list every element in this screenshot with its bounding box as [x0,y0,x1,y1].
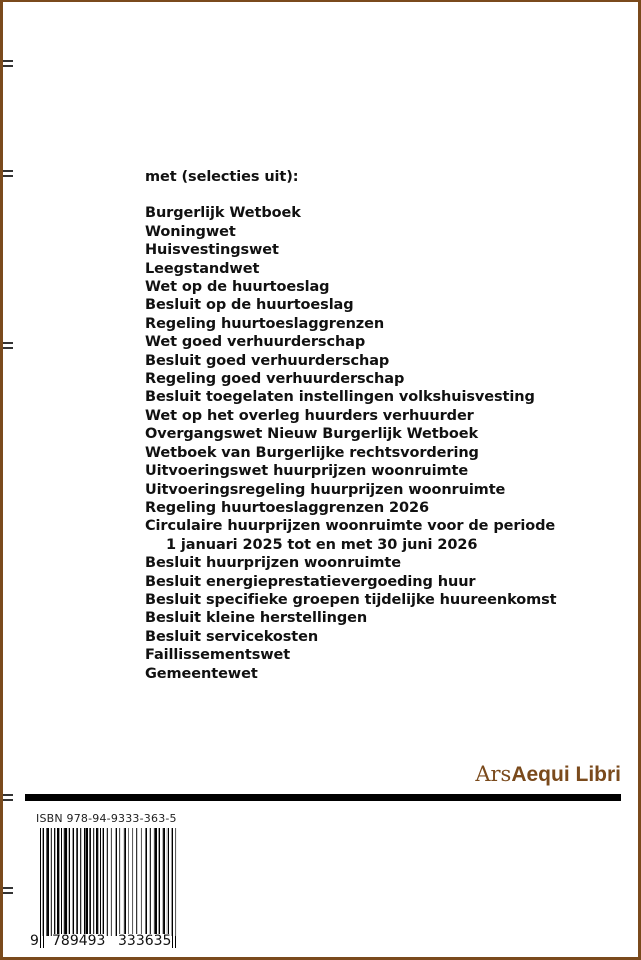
list-item [145,278,556,296]
list-item [145,204,556,222]
publisher-logo [475,762,621,787]
list-item-label: Besluit energieprestatievergoeding huur [145,573,476,590]
list-item-label: Uitvoeringswet huurprijzen woonruimte [145,463,469,480]
list-item [145,370,556,388]
list-item [145,407,556,425]
list-item [145,333,556,351]
list-item [145,554,556,572]
edge-marker [3,887,13,897]
list-item-label: Regeling huurtoeslaggrenzen [145,315,385,332]
list-item-label: Regeling goed verhuurderschap [145,371,405,388]
list-item-label: Circulaire huurprijzen woonruimte voor de periode [145,518,556,535]
contents-block [145,168,556,683]
barcode-digit-first: 9 [30,933,39,949]
list-item [145,517,556,554]
logo-ars: Ars [475,762,512,786]
list-item-label: Uitvoeringsregeling huurprijzen woonruimte [145,481,506,498]
logo-aequi-libri: Aequi Libri [511,763,621,786]
list-item-label: Wet op het overleg huurders verhuurder [145,407,474,424]
list-item-label: Huisvestingswet [145,242,279,259]
barcode-digits-left: 789493 [52,933,106,949]
list-item [145,425,556,443]
list-item [145,646,556,664]
list-item [145,241,556,259]
list-item-label: Besluit toegelaten instellingen volkshuisvesting [145,389,535,406]
list-item-label: Besluit goed verhuurderschap [145,352,390,369]
list-item [145,223,556,241]
barcode-icon [40,828,180,948]
list-item [145,499,556,517]
list-item [145,462,556,480]
list-item-label: Besluit huurprijzen woonruimte [145,555,401,572]
law-list [145,204,556,683]
list-item-label: Besluit servicekosten [145,628,319,645]
list-item-label: Regeling huurtoeslaggrenzen 2026 [145,499,430,516]
list-item [145,609,556,627]
barcode-digits-right: 333635 [118,933,172,949]
list-item [145,388,556,406]
list-item-label: Gemeentewet [145,665,258,682]
edge-marker [3,170,13,180]
list-item-label: Burgerlijk Wetboek [145,205,301,222]
list-item-continuation: 1 januari 2025 tot en met 30 juni 2026 [166,536,478,553]
list-item-label: Leegstandwet [145,260,260,277]
list-item [145,573,556,591]
edge-marker [3,794,13,804]
list-item-label: Wet op de huurtoeslag [145,279,330,296]
isbn-label: ISBN 978-94-9333-363-5 [36,812,177,825]
list-item [145,352,556,370]
edge-marker [3,342,13,352]
list-item [145,591,556,609]
list-item [145,628,556,646]
list-item-label: Besluit op de huurtoeslag [145,297,354,314]
list-item [145,260,556,278]
separator-rule [25,794,621,801]
edge-marker [3,60,13,70]
list-item [145,444,556,462]
intro-heading: met (selecties uit): [145,169,299,185]
list-item-label: Woningwet [145,223,236,240]
list-item-label: Overgangswet Nieuw Burgerlijk Wetboek [145,426,479,443]
list-item-label: Besluit kleine herstellingen [145,610,368,627]
list-item [145,315,556,333]
list-item-label: Besluit specifieke groepen tijdelijke huureenkomst [145,591,557,608]
list-item-label: Faillissementswet [145,647,291,664]
list-item [145,481,556,499]
list-item [145,296,556,314]
list-item [145,665,556,683]
list-item-label: Wet goed verhuurderschap [145,334,366,351]
list-item-label: Wetboek van Burgerlijke rechtsvordering [145,444,479,461]
